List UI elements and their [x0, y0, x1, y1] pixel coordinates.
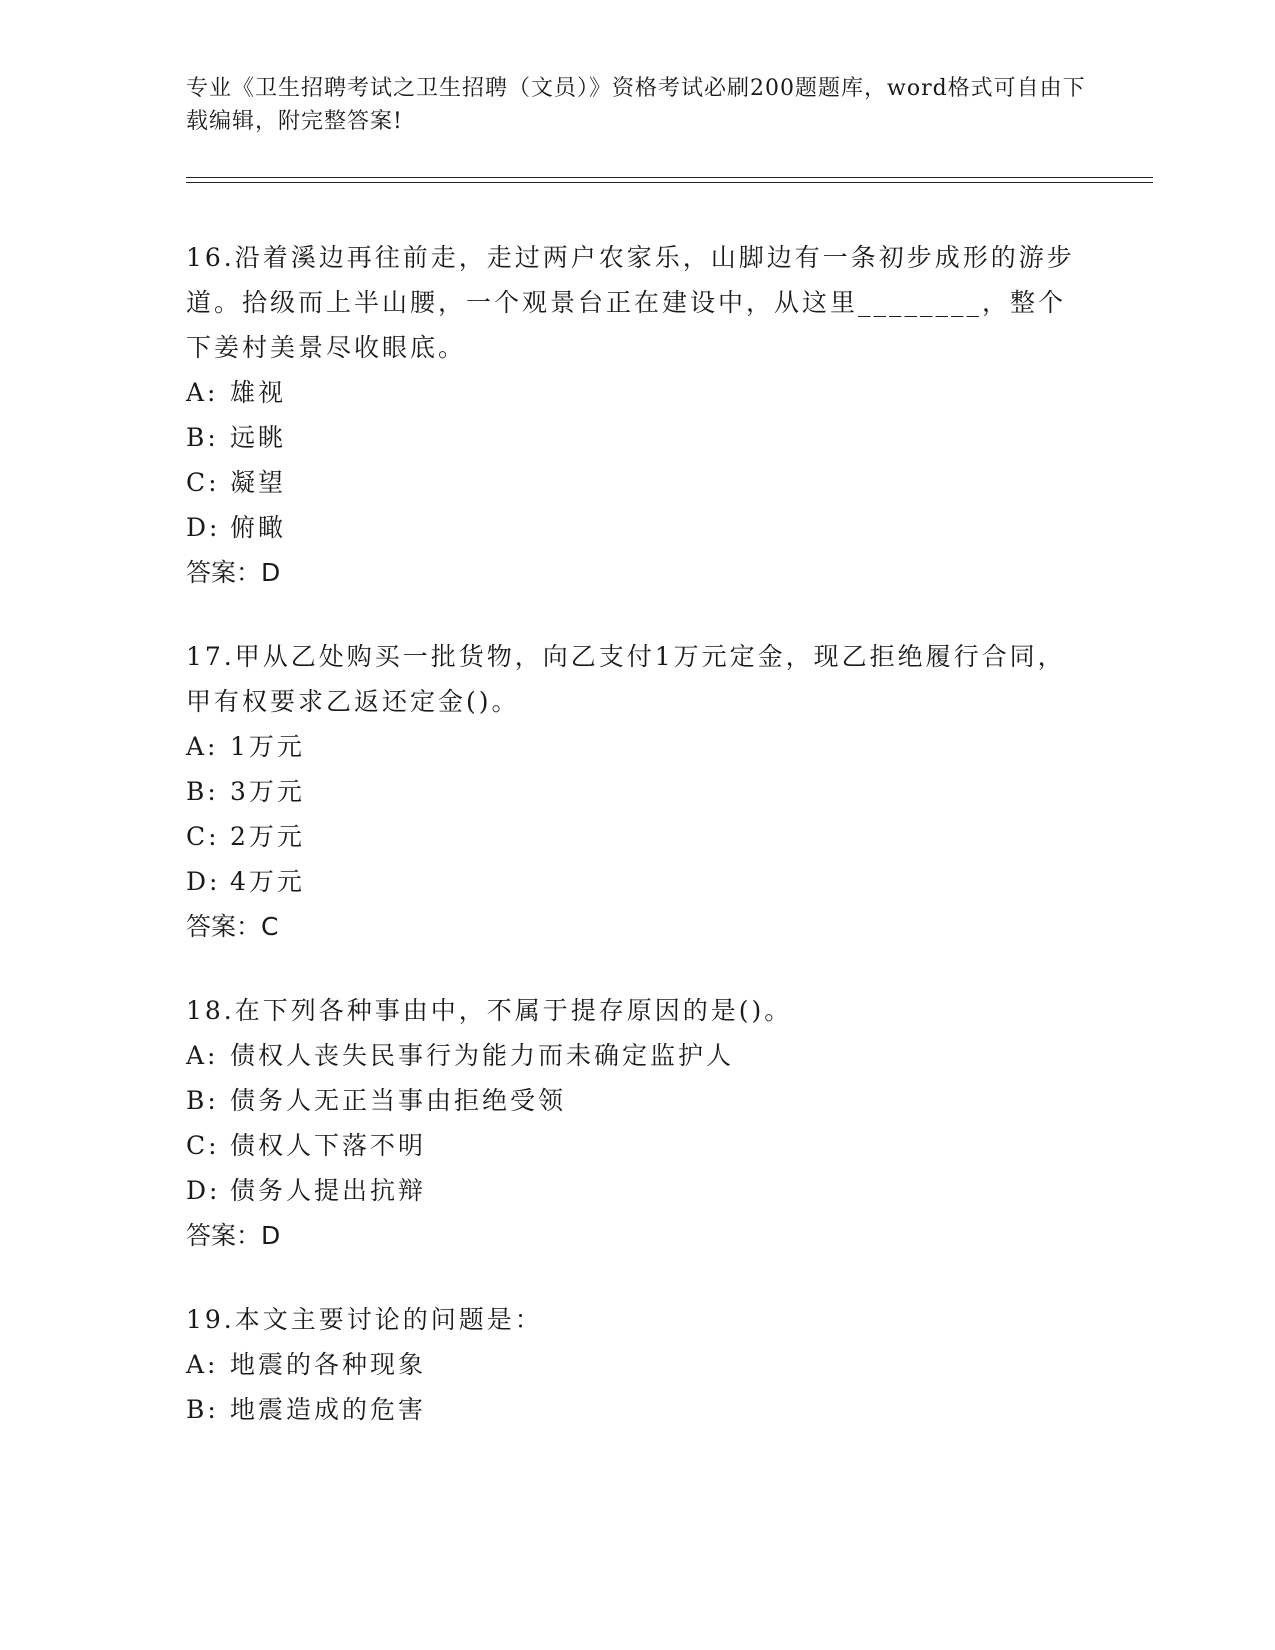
answer-line: 答案：D	[186, 1221, 281, 1250]
option-a	[186, 1033, 1086, 1078]
option-text: 远眺	[230, 423, 287, 452]
option-b	[186, 415, 1086, 460]
option-c	[186, 460, 1086, 505]
question-16	[186, 235, 1086, 596]
option-d	[186, 505, 1086, 550]
option-key: B:	[186, 777, 219, 806]
option-key: C:	[186, 1131, 220, 1160]
question-stem: 19.本文主要讨论的问题是：	[186, 1305, 543, 1334]
option-key: C:	[186, 468, 220, 497]
header-divider-bottom	[186, 182, 1153, 183]
option-text: 雄视	[230, 378, 287, 407]
header-divider-top	[186, 177, 1153, 178]
option-key: A:	[186, 732, 219, 761]
option-text: 债务人提出抗辩	[230, 1176, 427, 1205]
option-a	[186, 1342, 1086, 1387]
option-text: 凝望	[230, 468, 287, 497]
option-key: A:	[186, 1350, 219, 1379]
option-text: 2万元	[230, 822, 305, 851]
option-text: 地震的各种现象	[230, 1350, 427, 1379]
answer-line: 答案：D	[186, 558, 281, 587]
question-stem: 16.沿着溪边再往前走，走过两户农家乐，山脚边有一条初步成形的游步道。拾级而上半山腰，一个观景台正在建设中，从这里________，整个下姜村美景尽收眼底。	[186, 243, 1075, 362]
option-key: D:	[186, 867, 221, 896]
option-d	[186, 1168, 1086, 1213]
option-a	[186, 724, 1086, 769]
question-19	[186, 1297, 1086, 1432]
option-text: 债务人无正当事由拒绝受领	[230, 1086, 567, 1115]
option-c	[186, 814, 1086, 859]
option-b	[186, 1078, 1086, 1123]
option-a	[186, 370, 1086, 415]
question-18	[186, 988, 1086, 1259]
option-key: D:	[186, 1176, 221, 1205]
option-key: C:	[186, 822, 220, 851]
option-d	[186, 859, 1086, 904]
option-key: A:	[186, 1041, 219, 1070]
option-text: 1万元	[230, 732, 305, 761]
option-key: B:	[186, 1086, 219, 1115]
option-text: 地震造成的危害	[230, 1395, 427, 1424]
option-b	[186, 769, 1086, 814]
option-key: B:	[186, 423, 219, 452]
question-stem: 18.在下列各种事由中，不属于提存原因的是()。	[186, 996, 793, 1025]
question-stem: 17.甲从乙处购买一批货物，向乙支付1万元定金，现乙拒绝履行合同，甲有权要求乙返还定金()。	[186, 642, 1066, 716]
option-text: 债权人丧失民事行为能力而未确定监护人	[230, 1041, 735, 1070]
answer-line: 答案：C	[186, 912, 279, 941]
option-text: 4万元	[230, 867, 305, 896]
question-17	[186, 634, 1086, 950]
option-key: B:	[186, 1395, 219, 1424]
option-text: 俯瞰	[230, 513, 287, 542]
option-key: A:	[186, 378, 219, 407]
question-list	[186, 235, 1086, 1470]
option-key: D:	[186, 513, 221, 542]
option-text: 债权人下落不明	[230, 1131, 427, 1160]
option-c	[186, 1123, 1086, 1168]
document-header: 专业《卫生招聘考试之卫生招聘（文员）》资格考试必刷200题题库，word格式可自由下载编辑，附完整答案!	[186, 76, 1086, 134]
option-text: 3万元	[230, 777, 305, 806]
option-b	[186, 1387, 1086, 1432]
